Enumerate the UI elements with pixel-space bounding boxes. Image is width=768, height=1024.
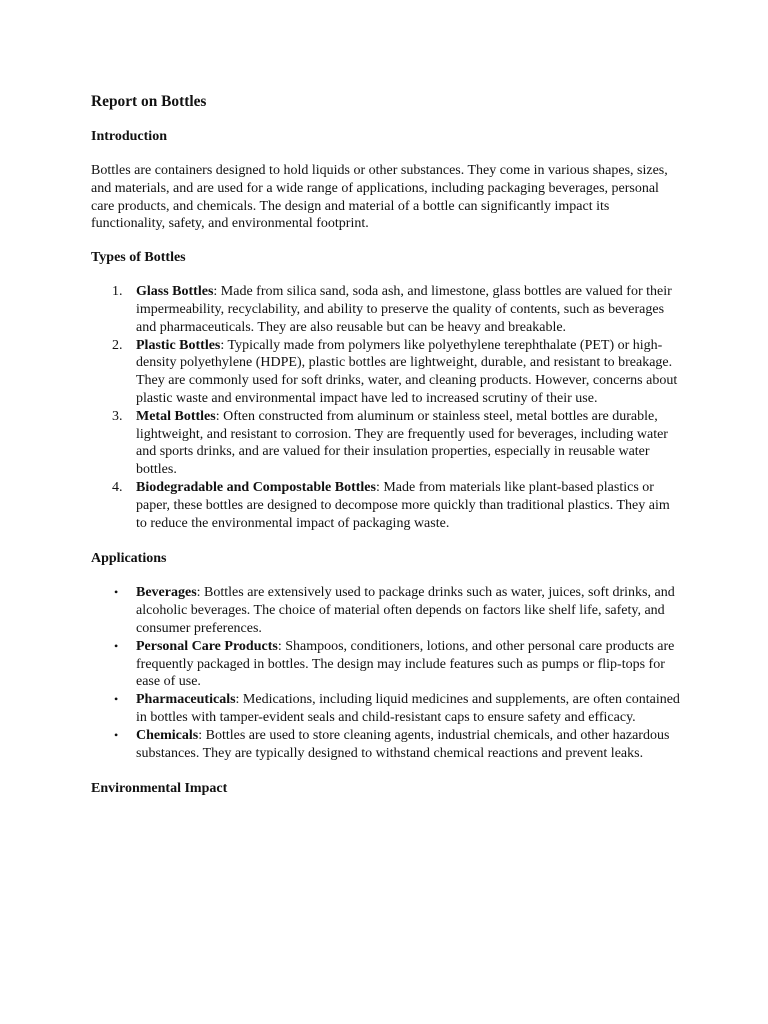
list-item-pharmaceuticals xyxy=(91,691,681,727)
item-term: Metal Bottles xyxy=(136,408,216,424)
types-heading: Types of Bottles xyxy=(91,250,186,266)
item-description: : Bottles are extensively used to package drinks such as water, juices, soft drinks, and alcoholic beverages. The choice of material often depends on factors like shelf life, safety, and consumer preferences. xyxy=(136,585,675,636)
types-list xyxy=(91,283,681,532)
list-item-plastic-bottles xyxy=(91,337,681,408)
applications-heading: Applications xyxy=(91,551,167,567)
item-term: Pharmaceuticals xyxy=(136,692,236,708)
list-number: 2. xyxy=(112,337,123,353)
list-item-biodegradable-bottles xyxy=(91,479,681,532)
item-term: Biodegradable and Compostable Bottles xyxy=(136,479,376,495)
item-description: : Bottles are used to store cleaning agents, industrial chemicals, and other hazardous substances. They are typically designed to withstand chemical reactions and prevent leaks. xyxy=(136,727,670,761)
list-number: 3. xyxy=(112,408,123,424)
list-item-beverages xyxy=(91,584,681,637)
item-term: Personal Care Products xyxy=(136,638,278,654)
list-number: 1. xyxy=(112,284,123,300)
introduction-heading: Introduction xyxy=(91,129,167,144)
list-number: 4. xyxy=(112,479,123,495)
item-term: Beverages xyxy=(136,585,197,601)
applications-list xyxy=(91,584,681,762)
item-description: : Typically made from polymers like polyethylene terephthalate (PET) or high-density polyethylene (HDPE), plastic bottles are lightweight, durable, and resistant to breakage. They are commonly used for soft drinks, water, and cleaning products. However, concerns about plastic waste and environmental impact have led to increased scrutiny of their use. xyxy=(136,337,678,406)
list-item-chemicals xyxy=(91,727,681,763)
introduction-paragraph: Bottles are containers designed to hold liquids or other substances. They come in various shapes, sizes, and materials, and are used for a wide range of applications, including packaging beverages, personal care products, and chemicals. The design and material of a bottle can significantly impact its functionality, safety, and environmental footprint. xyxy=(91,163,668,232)
list-item-glass-bottles xyxy=(91,283,681,336)
bullet-icon: • xyxy=(114,727,119,742)
bullet-icon: • xyxy=(114,692,119,707)
item-term: Plastic Bottles xyxy=(136,337,221,353)
list-item-metal-bottles xyxy=(91,408,681,479)
list-item-personal-care xyxy=(91,638,681,691)
item-description: : Made from materials like plant-based plastics or paper, these bottles are designed to decompose more quickly than traditional plastics. They aim to reduce the environmental impact of packaging waste. xyxy=(136,479,670,531)
bullet-icon: • xyxy=(114,638,119,653)
item-description: : Often constructed from aluminum or stainless steel, metal bottles are durable, lightweight, and resistant to corrosion. They are frequently used for beverages, including water and sports drinks, and are valued for their insulation properties, especially in reusable water bottles. xyxy=(136,408,668,478)
document-content xyxy=(91,92,681,814)
item-term: Chemicals xyxy=(136,727,199,743)
item-description: : Made from silica sand, soda ash, and limestone, glass bottles are valued for their impermeability, recyclability, and ability to preserve the quality of contents, such as beverages and pharmaceuticals. They are also reusable but can be heavy and breakable. xyxy=(136,284,672,335)
item-term: Glass Bottles xyxy=(136,284,214,300)
item-description: : Shampoos, conditioners, lotions, and other personal care products are frequently packaged in bottles. The design may include features such as pumps or flip-tops for ease of use. xyxy=(136,638,675,690)
document-title: Report on Bottles xyxy=(91,93,207,110)
item-description: : Medications, including liquid medicines and supplements, are often contained in bottles with tamper-evident seals and child-resistant caps to ensure safety and efficacy. xyxy=(136,692,680,725)
bullet-icon: • xyxy=(114,585,119,600)
environmental-impact-heading: Environmental Impact xyxy=(91,781,228,797)
